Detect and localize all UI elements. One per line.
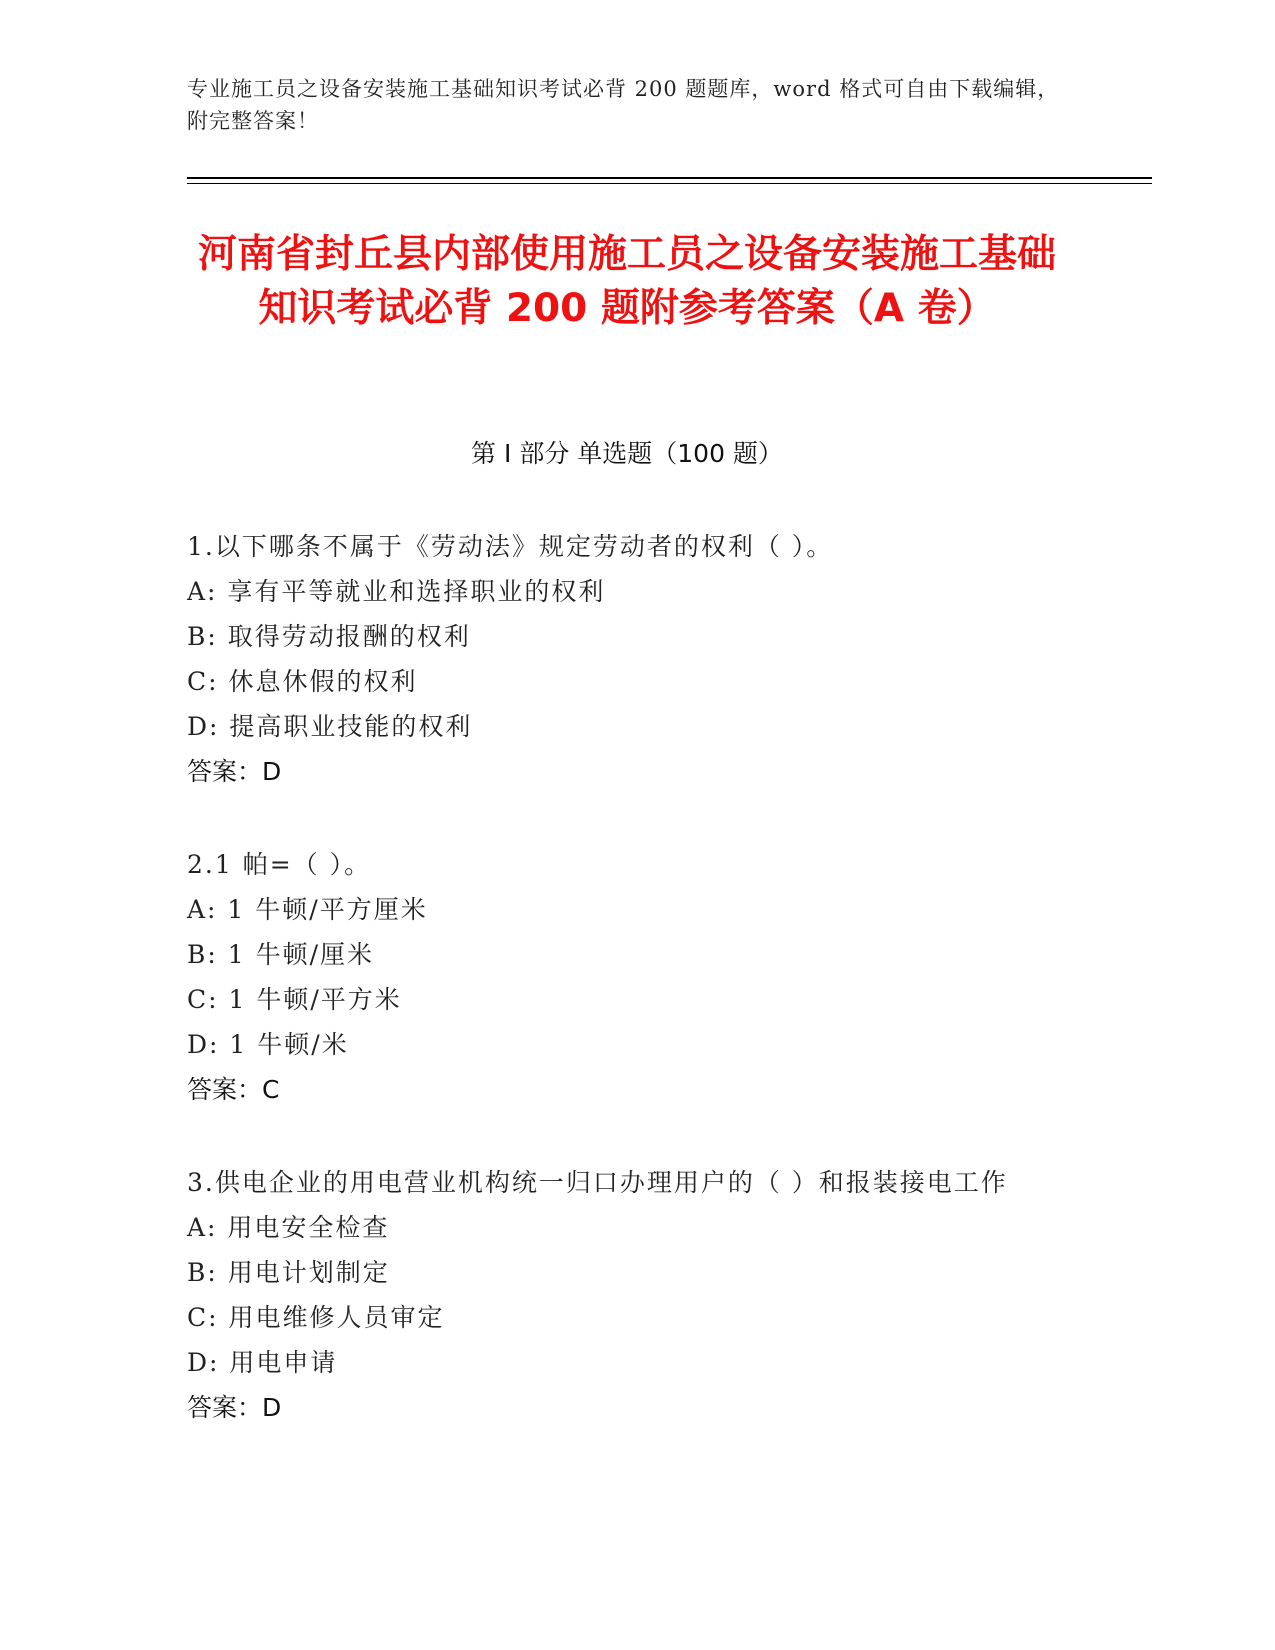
document-title: 河南省封丘县内部使用施工员之设备安装施工基础知识考试必背 200 题附参考答案（A 卷） [197, 232, 1056, 331]
answer-text: 答案：D [187, 757, 282, 786]
header-divider-thick [187, 177, 1152, 179]
option-a: A: 1 牛顿/平方厘米 [187, 895, 428, 924]
option-a: A: 享有平等就业和选择职业的权利 [187, 577, 606, 606]
option-d: D: 提高职业技能的权利 [187, 712, 473, 741]
answer-text: 答案：C [187, 1075, 280, 1104]
question-stem: 3.供电企业的用电营业机构统一归口办理用户的（ ）和报装接电工作 [187, 1168, 1008, 1197]
option-d: D: 1 牛顿/米 [187, 1030, 349, 1059]
option-c: C: 1 牛顿/平方米 [187, 985, 402, 1014]
option-b: B: 1 牛顿/厘米 [187, 940, 375, 969]
option-b: B: 取得劳动报酬的权利 [187, 622, 471, 651]
option-d: D: 用电申请 [187, 1348, 338, 1377]
option-c: C: 休息休假的权利 [187, 667, 418, 696]
question-stem: 1.以下哪条不属于《劳动法》规定劳动者的权利（ ）。 [187, 532, 834, 561]
question-stem: 2.1 帕=（ ）。 [187, 850, 372, 879]
option-b: B: 用电计划制定 [187, 1258, 390, 1287]
header-divider-thin [187, 183, 1152, 184]
option-c: C: 用电维修人员审定 [187, 1303, 445, 1332]
question-block [187, 1160, 1087, 1430]
question-block [187, 524, 1087, 794]
option-a: A: 用电安全检查 [187, 1213, 390, 1242]
header-note: 专业施工员之设备安装施工基础知识考试必背 200 题题库，word 格式可自由下载编辑，附完整答案！ [187, 77, 1060, 133]
section-heading: 第 I 部分 单选题（100 题） [471, 439, 783, 468]
question-block [187, 842, 1087, 1112]
answer-text: 答案：D [187, 1393, 282, 1422]
